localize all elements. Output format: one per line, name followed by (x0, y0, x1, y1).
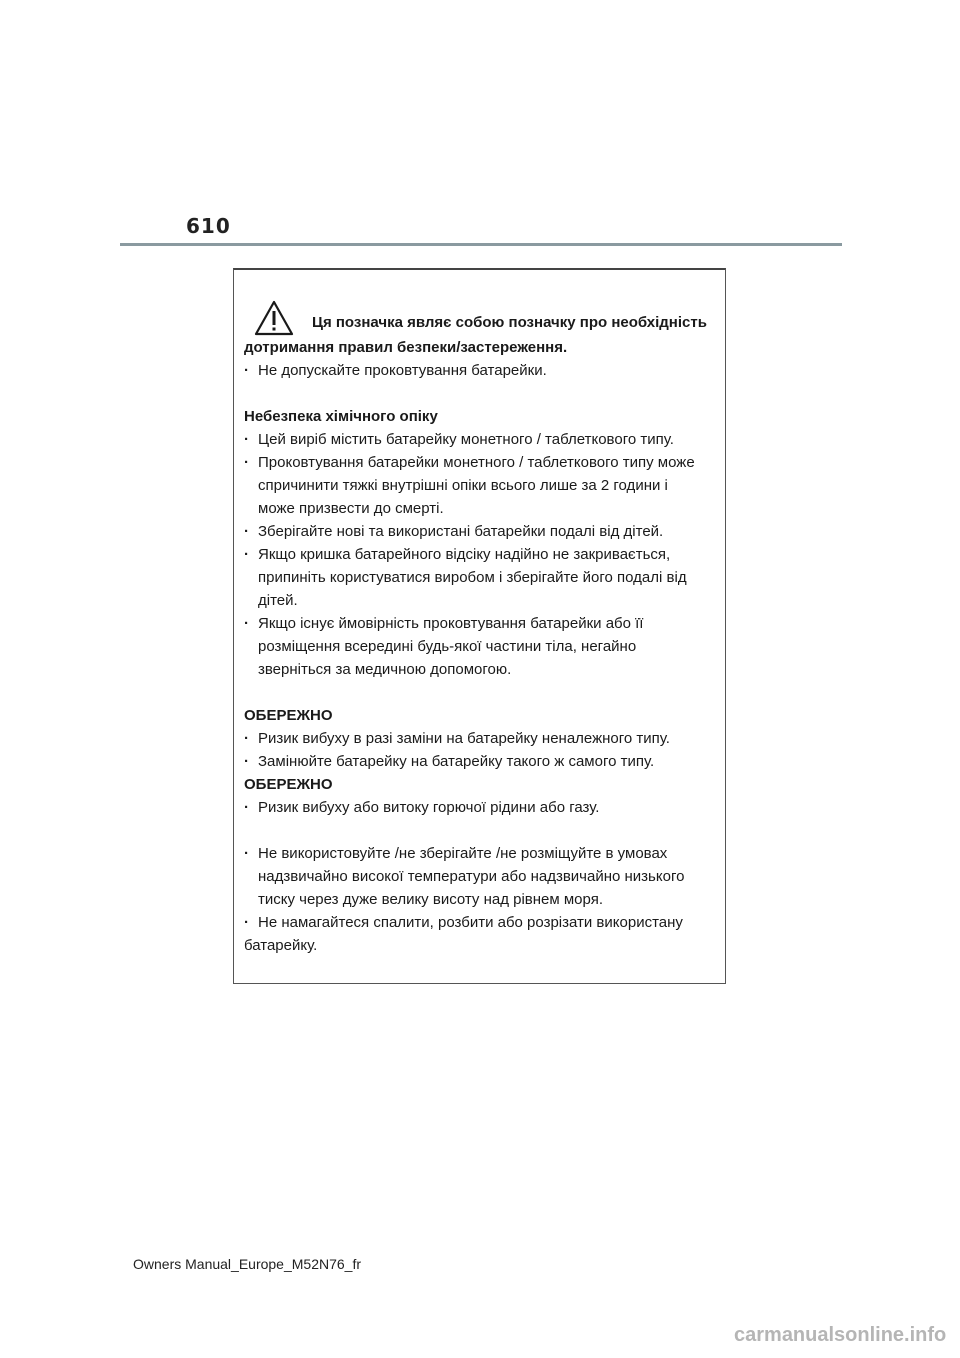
caution-title-2: ОБЕРЕЖНО (244, 776, 333, 793)
bullet-replace-same-type: · Замінюйте батарейку на батарейку такого ж самого типу. (244, 750, 716, 773)
bullet-extreme-conditions: · Не використовуйте /не зберігайте /не розміщуйте в умовах (244, 842, 716, 865)
bullet-do-not-destroy: · Не намагайтеся спалити, розбити або розрізати використану (244, 911, 716, 934)
symbol-description-line1: Ця позначка являє собою позначку про необхідність (312, 314, 707, 331)
symbol-description-line2: дотримання правил безпеки/застереження. (244, 339, 568, 356)
page-number: 610 (186, 214, 231, 238)
warning-triangle-icon (254, 300, 306, 336)
bullet-swallow-risk: · Проковтування батарейки монетного / таблеткового типу може (244, 451, 716, 474)
bullet-no-swallow: · Не допускайте проковтування батарейки. (244, 359, 716, 382)
bullet-compartment-cont1: припиніть користуватися виробом і зберігайте його подалі від (258, 569, 687, 586)
bullet-extreme-conditions-cont2: тиску через дуже велику висоту над рівнем моря. (258, 891, 603, 908)
bullet-medical-cont1: розміщення всередині будь-якої частини тіла, негайно (258, 638, 637, 655)
bullet-medical-cont2: зверніться за медичною допомогою. (258, 661, 512, 678)
bullet-compartment: · Якщо кришка батарейного відсіку надійно не закривається, (244, 543, 716, 566)
chemical-burn-title: Небезпека хімічного опіку (244, 408, 438, 425)
bullet-explosion-leak: · Ризик вибуху або витоку горючої рідини або газу. (244, 796, 716, 819)
bullet-keep-away: · Зберігайте нові та використані батарейки подалі від дітей. (244, 520, 716, 543)
bullet-swallow-risk-cont2: може призвести до смерті. (258, 500, 444, 517)
footer-document-id: Owners Manual_Europe_M52N76_fr (133, 1256, 362, 1272)
bullet-compartment-cont2: дітей. (258, 592, 298, 609)
hazard-header (244, 300, 716, 336)
header-rule (120, 243, 842, 246)
caution-title-1: ОБЕРЕЖНО (244, 707, 333, 724)
warning-content (244, 300, 716, 957)
bullet-extreme-conditions-cont1: надзвичайно високої температури або надзвичайно низького (258, 868, 685, 885)
bullet-contains-battery: · Цей виріб містить батарейку монетного / таблеткового типу. (244, 428, 716, 451)
watermark: carmanualsonline.info (734, 1324, 947, 1346)
bullet-medical: · Якщо існує ймовірність проковтування батарейки або її (244, 612, 716, 635)
bullet-swallow-risk-cont1: спричинити тяжкі внутрішні опіки всього лише за 2 години і (258, 477, 668, 494)
bullet-do-not-destroy-cont: батарейку. (244, 937, 318, 954)
bullet-explosion-wrong-type: · Ризик вибуху в разі заміни на батарейку неналежного типу. (244, 727, 716, 750)
